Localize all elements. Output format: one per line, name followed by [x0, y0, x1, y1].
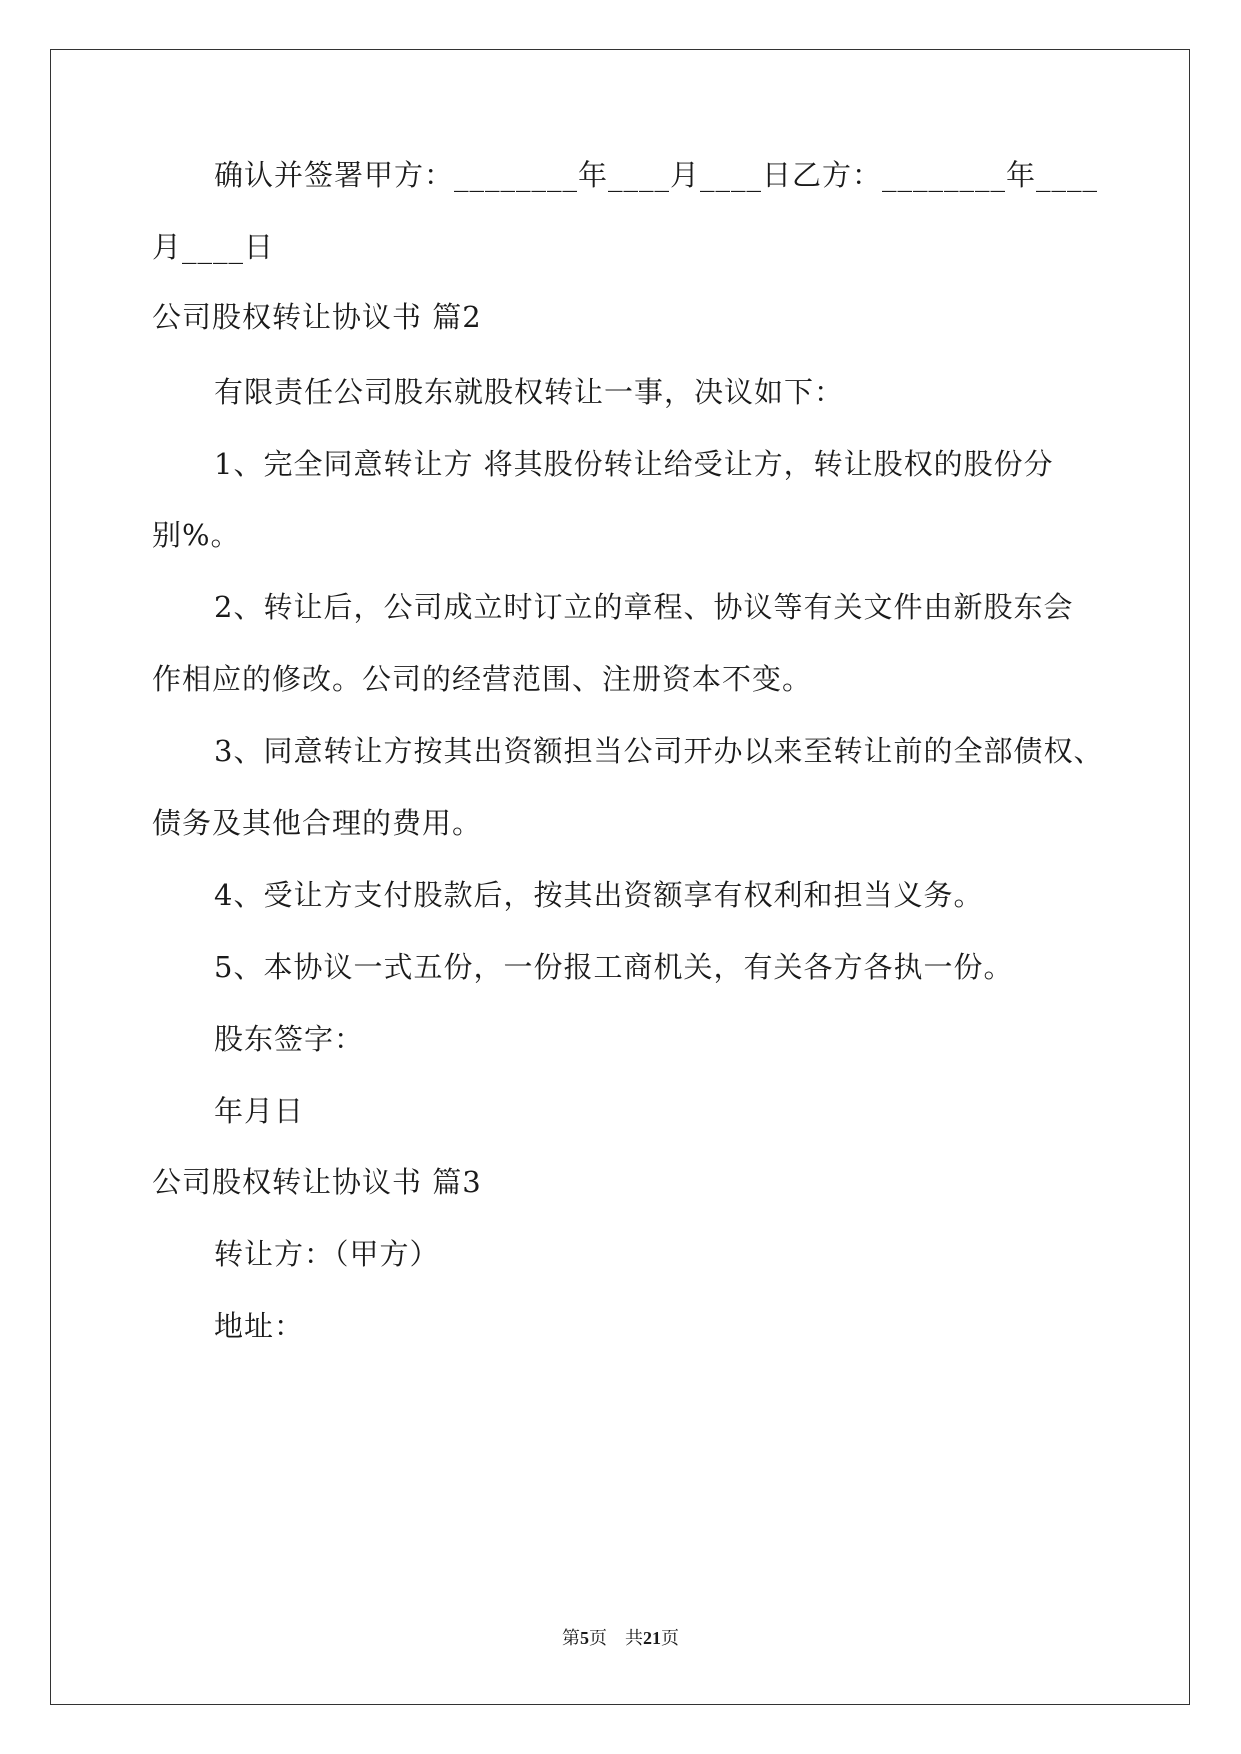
clause-3-line-1: 3、同意转让方按其出资额担当公司开办以来至转让前的全部债权、 — [214, 734, 1104, 768]
clause-1-line-2: 别%。 — [152, 518, 241, 552]
footer-total-pages: 21 — [643, 1628, 661, 1648]
shareholder-signature-label: 股东签字： — [214, 1022, 365, 1056]
transferor-label: 转让方：（甲方） — [214, 1237, 440, 1271]
section-heading-3: 公司股权转让协议书 篇3 — [152, 1165, 482, 1199]
footer-page-number: 5 — [580, 1628, 589, 1648]
clause-3-line-2: 债务及其他合理的费用。 — [152, 806, 483, 840]
date-label: 年月日 — [214, 1094, 305, 1128]
clause-5: 5、本协议一式五份，一份报工商机关，有关各方各执一份。 — [214, 950, 1014, 984]
clause-2-line-1: 2、转让后，公司成立时订立的章程、协议等有关文件由新股东会 — [214, 590, 1074, 624]
section-heading-2: 公司股权转让协议书 篇2 — [152, 300, 482, 334]
clause-4: 4、受让方支付股款后，按其出资额享有权利和担当义务。 — [214, 878, 984, 912]
footer-page-suffix: 页 — [589, 1628, 607, 1648]
footer-total-prefix: 共 — [625, 1628, 643, 1648]
resolution-intro: 有限责任公司股东就股权转让一事，决议如下： — [214, 375, 845, 409]
clause-1-line-1: 1、完全同意转让方 将其股份转让给受让方，转让股权的股份分 — [214, 447, 1054, 481]
footer-total-suffix: 页 — [661, 1628, 679, 1648]
clause-2-line-2: 作相应的修改。公司的经营范围、注册资本不变。 — [152, 662, 813, 696]
signature-confirm-line: 确认并签署甲方：________年____月____日乙方：________年____ — [214, 158, 1099, 192]
page-footer — [0, 1624, 1241, 1650]
footer-prefix: 第 — [562, 1628, 580, 1648]
signature-date-continuation: 月____日 — [152, 230, 275, 264]
address-label: 地址： — [214, 1309, 305, 1343]
page-border — [50, 49, 1190, 1705]
